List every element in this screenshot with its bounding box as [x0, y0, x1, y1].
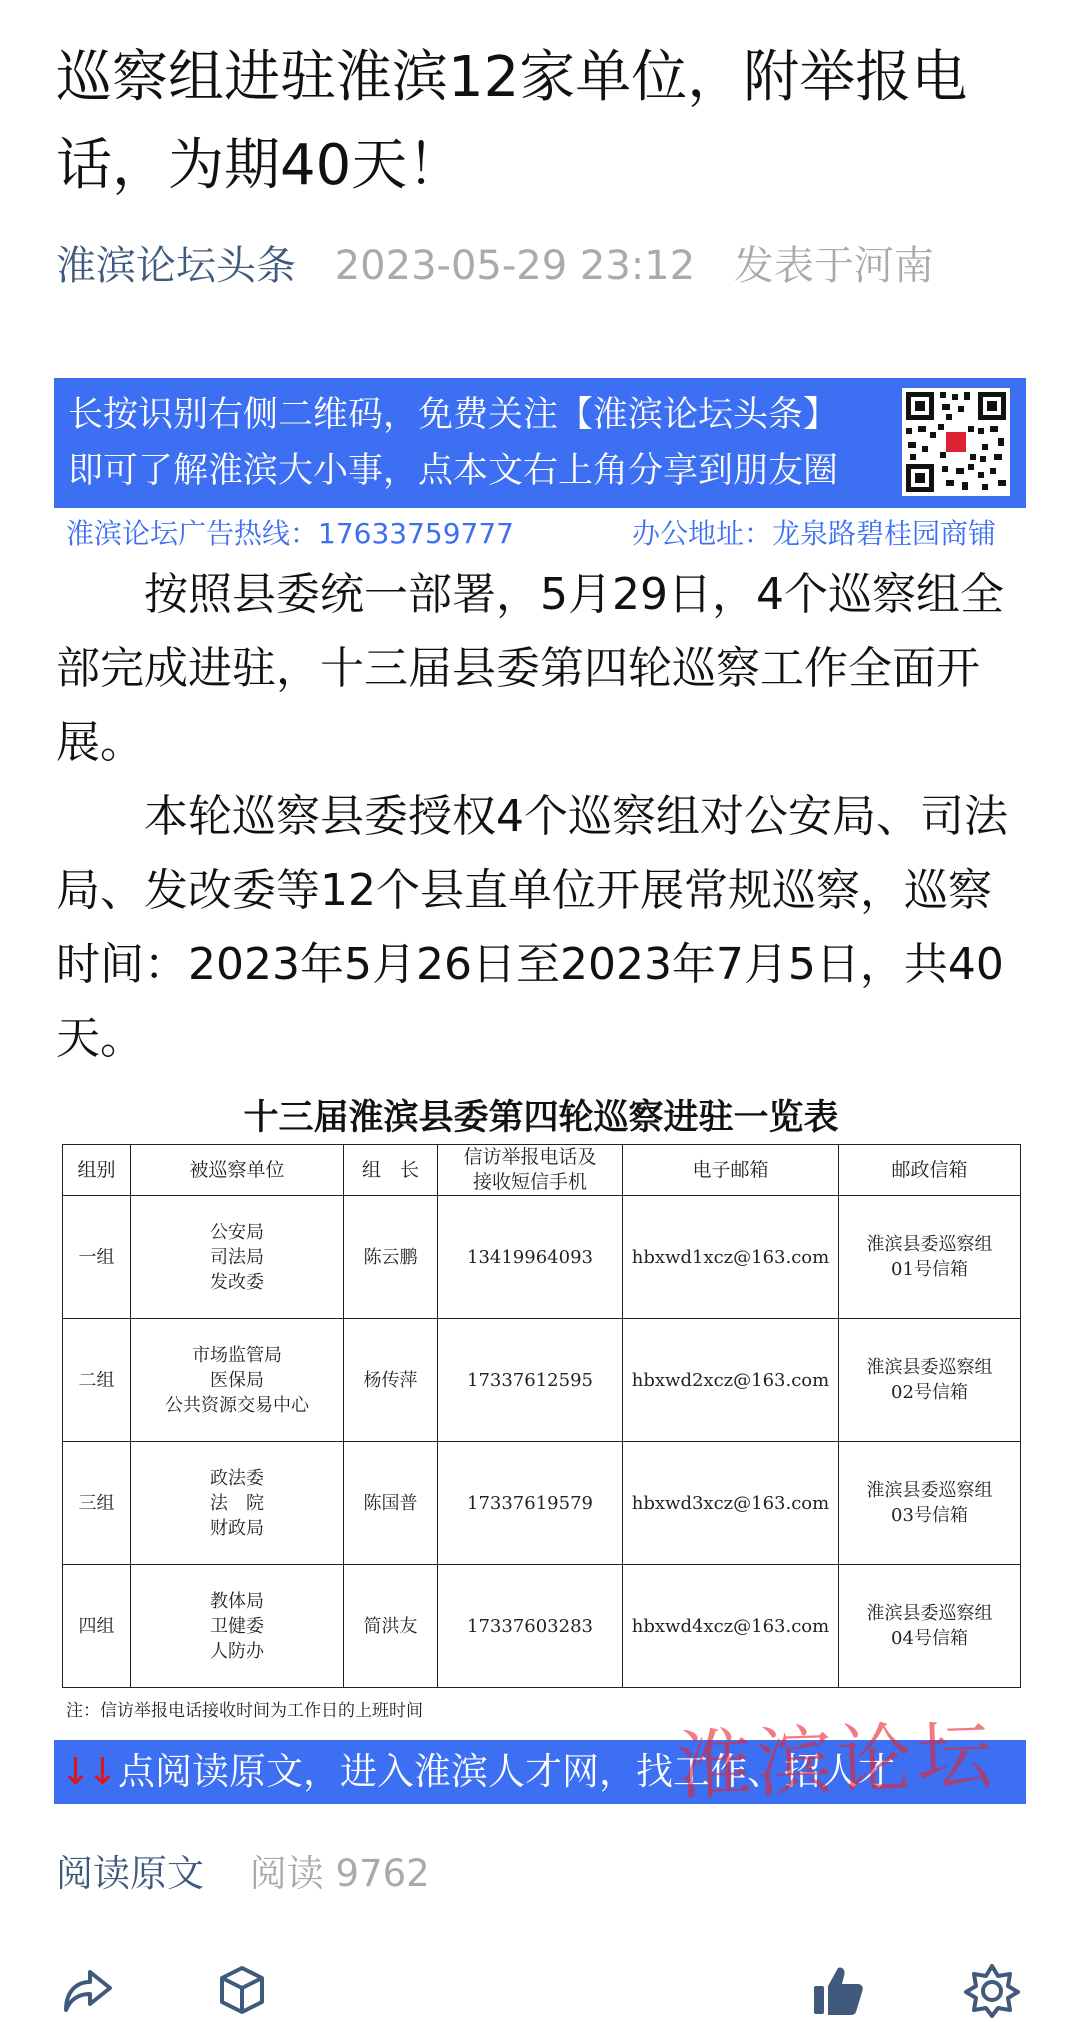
table-row	[63, 1319, 1021, 1442]
inspection-table	[62, 1144, 1021, 1688]
publish-location: 发表于河南	[733, 243, 934, 289]
read-original-link[interactable]: 阅读原文	[56, 1852, 204, 1895]
follow-banner	[54, 378, 1026, 508]
header-mailbox: 邮政信箱	[839, 1145, 1021, 1196]
qr-code-icon[interactable]	[902, 388, 1010, 496]
cell-email: hbxwd2xcz@163.com	[623, 1319, 839, 1442]
cell-leader: 杨传萍	[344, 1319, 438, 1442]
cell-phone: 17337612595	[438, 1319, 623, 1442]
cell-group: 四组	[63, 1565, 131, 1688]
cell-group: 一组	[63, 1196, 131, 1319]
header-phone: 信访举报电话及 接收短信手机	[438, 1145, 623, 1196]
table-row	[63, 1565, 1021, 1688]
contact-info	[66, 512, 1016, 558]
source-account-link[interactable]: 淮滨论坛头条	[56, 243, 296, 289]
cell-email: hbxwd4xcz@163.com	[623, 1565, 839, 1688]
header-group: 组别	[63, 1145, 131, 1196]
promo-text: 点阅读原文，进入淮滨人才网，找工作、招人才	[118, 1750, 896, 1793]
paragraph-1: 按照县委统一部署，5月29日，4个巡察组全部完成进驻，十三届县委第四轮巡察工作全面开展。	[56, 569, 1004, 768]
header-email: 电子邮箱	[623, 1145, 839, 1196]
cell-leader: 陈国普	[344, 1442, 438, 1565]
cell-mailbox: 淮滨县委巡察组 01号信箱	[839, 1196, 1021, 1319]
header-leader: 组 长	[344, 1145, 438, 1196]
cell-email: hbxwd1xcz@163.com	[623, 1196, 839, 1319]
publish-datetime: 2023-05-29 23:12	[334, 243, 696, 289]
table-row	[63, 1442, 1021, 1565]
inspection-table-image	[60, 1078, 1022, 1724]
office-address: 办公地址：龙泉路碧桂园商铺	[631, 517, 996, 550]
cell-phone: 17337603283	[438, 1565, 623, 1688]
action-bar	[0, 1958, 1079, 2022]
banner-line-1: 长按识别右侧二维码，免费关注【淮滨论坛头条】	[68, 395, 839, 435]
table-title: 十三届淮滨县委第四轮巡察进驻一览表	[243, 1097, 839, 1138]
cell-phone: 17337619579	[438, 1442, 623, 1565]
banner-line-2: 即可了解淮滨大小事，点本文右上角分享到朋友圈	[68, 451, 839, 491]
cell-units: 市场监管局 医保局 公共资源交易中心	[131, 1319, 344, 1442]
header-units: 被巡察单位	[131, 1145, 344, 1196]
cell-group: 二组	[63, 1319, 131, 1442]
cell-units: 公安局 司法局 发改委	[131, 1196, 344, 1319]
like-icon[interactable]	[810, 1962, 866, 2018]
cube-icon[interactable]	[214, 1962, 270, 2018]
article-footer	[56, 1848, 430, 1900]
table-row	[63, 1196, 1021, 1319]
down-arrows-icon: ↓↓	[60, 1750, 115, 1793]
article-body	[56, 558, 1031, 1076]
article-meta	[56, 238, 934, 294]
paragraph-2: 本轮巡察县委授权4个巡察组对公安局、司法局、发改委等12个县直单位开展常规巡察，巡察时间：2023年5月26日至2023年7月5日，共40天。	[56, 791, 1008, 1064]
cell-mailbox: 淮滨县委巡察组 04号信箱	[839, 1565, 1021, 1688]
cell-email: hbxwd3xcz@163.com	[623, 1442, 839, 1565]
article-title: 巡察组进驻淮滨12家单位，附举报电话，为期40天！	[56, 45, 968, 198]
ad-hotline: 淮滨论坛广告热线：17633759777	[66, 517, 514, 550]
table-header-row	[63, 1145, 1021, 1196]
collect-icon[interactable]	[964, 1962, 1020, 2018]
cell-mailbox: 淮滨县委巡察组 03号信箱	[839, 1442, 1021, 1565]
cell-units: 教体局 卫健委 人防办	[131, 1565, 344, 1688]
cell-mailbox: 淮滨县委巡察组 02号信箱	[839, 1319, 1021, 1442]
read-count: 阅读 9762	[249, 1852, 430, 1895]
table-note: 注：信访举报电话接收时间为工作日的上班时间	[66, 1701, 423, 1721]
cell-group: 三组	[63, 1442, 131, 1565]
cell-leader: 陈云鹏	[344, 1196, 438, 1319]
cell-leader: 简洪友	[344, 1565, 438, 1688]
share-icon[interactable]	[60, 1962, 116, 2018]
cell-units: 政法委 法 院 财政局	[131, 1442, 344, 1565]
cell-phone: 13419964093	[438, 1196, 623, 1319]
watermark: 淮滨论坛	[674, 1710, 998, 1811]
